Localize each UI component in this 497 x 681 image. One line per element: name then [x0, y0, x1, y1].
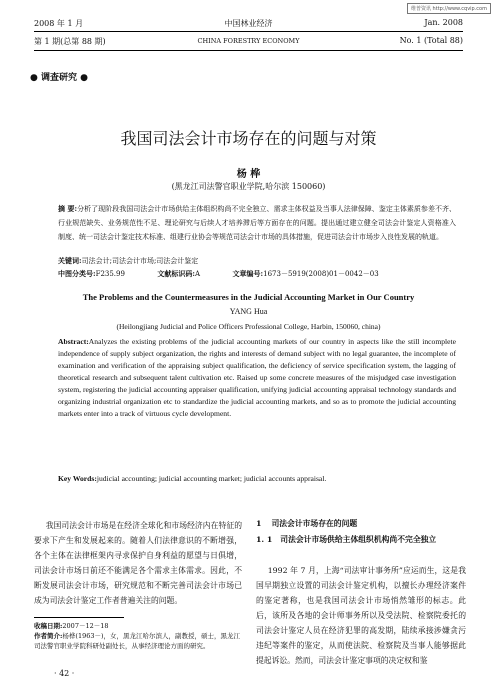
footnote-rule [34, 617, 124, 618]
footnote-author-label: 作者简介: [34, 632, 63, 640]
keywords-zh-text: 司法会计;司法会计市场;司法会计鉴定 [81, 257, 199, 265]
footnote-received-date: 2007－12－18 [62, 622, 109, 630]
page-title: 我国司法会计市场存在的问题与对策 [120, 129, 377, 148]
english-keywords-label: Key Words: [58, 474, 97, 483]
section-number: 1 [256, 519, 262, 528]
section-body-paragraph: 1992 年 7 月，上海“司法审计事务所”应运而生，这是我国早期独立设置的司法会计鉴定机构，以擅长办理经济案件的鉴定著称，也是我国司法会计市场悄然雏形的标志。此后，该所及各地的会计师事务所以及受法院、检察院委托的司法会计鉴定人员在经济犯罪的高发期，陆续承接涉嫌贪污违纪等案件的鉴定，从而使法院、检察院及当事人能够据此提起诉讼。然而，司法会计鉴定事项的决定权和鉴 [256, 566, 466, 665]
header-date-en: Jan. 2008 [424, 18, 463, 27]
journal-name-zh: 中国林业经济 [224, 19, 273, 28]
subsection-heading [256, 533, 466, 546]
header-rule-bottom [34, 50, 463, 51]
subsection-title: 司法会计市场供给主体组织机构尚不完全独立 [280, 535, 437, 544]
english-keywords [58, 474, 456, 483]
author-name: 杨 桦 [236, 169, 261, 180]
footnote [34, 621, 242, 651]
english-abstract-label: Abstract: [58, 337, 89, 346]
doc-code-label: 文献标识码: [157, 269, 196, 278]
section-title: 司法会计市场存在的问题 [271, 519, 358, 528]
page-number: · 42 · [54, 669, 75, 678]
section-heading [256, 518, 466, 529]
clc-value: F235.99 [95, 270, 125, 278]
footnote-author-text: 杨桦(1963－)，女，黑龙江哈尔滨人，副教授，硕士，黑龙江司法警官职业学院科研处副处长，从事经济理论方面的研究。 [34, 632, 241, 650]
intro-paragraph: 我国司法会计市场是在经济全球化和市场经济内在特征的要求下产生和发展起来的。随着人们法律意识的不断增强，各个主体在法律框架内寻求保护自身利益的愿望与日俱增，司法会计市场日前还不能满足各个需求主体需求。因此，不断发展司法会计市场，研究规范和不断完善司法会计市场已成为司法会计鉴定工作者普遍关注的问题。 [34, 521, 242, 605]
keywords-zh [58, 256, 198, 266]
article-id-value: 1673－5919(2008)01－0042－03 [263, 270, 379, 278]
abstract-zh-label: 摘 要: [58, 204, 78, 213]
header-issue-en: No. 1 (Total 88) [399, 36, 463, 45]
footnote-author [34, 631, 242, 651]
header-date: 2008 年 1 月 [34, 19, 84, 28]
english-keywords-text: judicial accounting; judicial accounting market; judicial accounts appraisal. [96, 474, 327, 483]
keywords-zh-label: 关键词: [58, 256, 82, 265]
watermark-stamp: 维普资讯 http://www.cqvip.com [407, 3, 491, 14]
english-abstract [58, 336, 456, 420]
abstract-zh-text: 分析了现阶段我国司法会计市场供给主体组织构尚不完全独立、需求主体权益及当事人法律保障、鉴定主体素质参差不齐、行业规范缺失、业务规范性不足、理论研究与后续人才培养滞后等方面存在的问题。提出通过建立健全司法会计鉴定人资格准入制度、统一司法会计鉴定技术标准、组建行业协会等规范司法会计市场的具体措施，促进司法会计市场步入良性发展的轨道。 [58, 205, 456, 241]
header-issue: 第 1 期(总第 88 期) [34, 37, 106, 46]
section-label: ● 调查研究 ● [30, 73, 88, 83]
english-affiliation: (Heilongjiang Judicial and Police Officers Professional College, Harbin, 150060, china) [116, 322, 381, 331]
header-rule-top [34, 31, 463, 32]
clc-label: 中图分类号: [58, 269, 96, 278]
author-affiliation: (黑龙江司法警官职业学院,哈尔滨 150060) [171, 182, 326, 191]
footnote-received-label: 收稿日期: [34, 622, 63, 630]
article-id-label: 文章编号: [232, 269, 264, 278]
abstract-zh [58, 202, 456, 244]
subsection-number: 1. 1 [256, 535, 273, 544]
classification-row [58, 269, 379, 279]
english-abstract-text: Analyzes the existing problems of the judicial accounting markets of our country in aspects like the still incomplete independence of supply subject organization, the rights and interests of demand subject with no legal guarantee, the incomplete of examination and verification of the appraising subject qualification, the deficiency of service specification system, the lagging of theoretical research and subsequent talent cultivation etc. Raised up some concrete measures of the misjudged case investigation system, registering the judicial accounting appraiser qualification, unifying judicial accounting appraisal technology standards and organizing industrial organization etc to standardize the judicial accounting markets, and so as to promote the judicial accounting markets enter into a track of virtuous cycle development. [58, 337, 456, 418]
doc-code-value: A [195, 270, 201, 278]
english-title: The Problems and the Countermeasures in the Judicial Accounting Market in Our Country [82, 292, 415, 302]
english-author: YANG Hua [229, 307, 268, 316]
journal-name-en: CHINA FORESTRY ECONOMY [197, 37, 300, 45]
footnote-received [34, 621, 242, 631]
